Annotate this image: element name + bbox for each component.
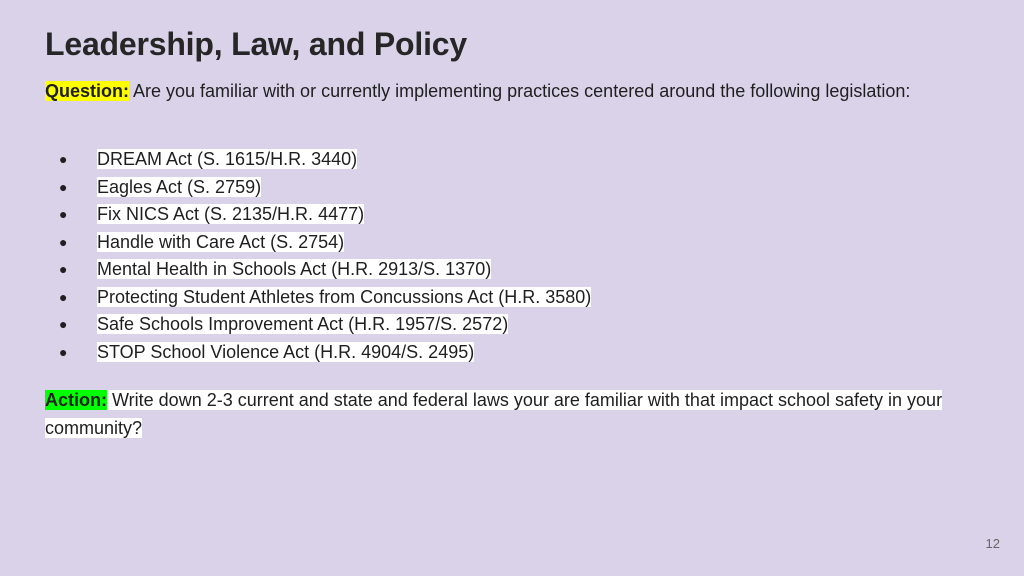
- legislation-item-text: Fix NICS Act (S. 2135/H.R. 4477): [97, 204, 365, 224]
- question-text: Are you familiar with or currently implementing practices centered around the following legislation:: [129, 81, 911, 101]
- legislation-item-text: Mental Health in Schools Act (H.R. 2913/S. 1370): [97, 259, 492, 279]
- legislation-item-text: Handle with Care Act (S. 2754): [97, 231, 345, 252]
- page-number: 12: [985, 536, 1000, 551]
- question-label: Question:: [45, 81, 129, 101]
- bullet-icon: ●: [59, 151, 68, 167]
- list-item: [45, 284, 591, 312]
- legislation-item-text: Eagles Act (S. 2759): [97, 176, 262, 197]
- legislation-item-text: Safe Schools Improvement Act (H.R. 1957/S. 2572): [97, 314, 509, 334]
- action-text: Write down 2-3 current and state and federal laws your are familiar with that impact school safety in your community?: [45, 390, 943, 438]
- legislation-list: [45, 146, 591, 366]
- list-item: [45, 339, 591, 367]
- list-item: [45, 146, 591, 174]
- bullet-icon: ●: [59, 343, 68, 360]
- list-item: [45, 229, 591, 257]
- list-item: [45, 311, 591, 339]
- legislation-item-text: Protecting Student Athletes from Concussions Act (H.R. 3580): [97, 286, 592, 307]
- bullet-icon: ●: [59, 261, 68, 277]
- bullet-icon: ●: [59, 206, 68, 222]
- legislation-item-text: STOP School Violence Act (H.R. 4904/S. 2495): [97, 341, 475, 362]
- action-label: Action:: [45, 390, 107, 410]
- bullet-icon: ●: [59, 316, 68, 332]
- bullet-icon: ●: [59, 288, 68, 305]
- list-item: [45, 256, 591, 284]
- bullet-icon: ●: [59, 233, 68, 250]
- slide-title: Leadership, Law, and Policy: [45, 26, 467, 62]
- legislation-item-text: DREAM Act (S. 1615/H.R. 3440): [97, 149, 358, 169]
- action-paragraph: [45, 386, 985, 442]
- bullet-icon: ●: [59, 178, 68, 195]
- question-paragraph: [45, 78, 945, 104]
- list-item: [45, 174, 591, 202]
- list-item: [45, 201, 591, 229]
